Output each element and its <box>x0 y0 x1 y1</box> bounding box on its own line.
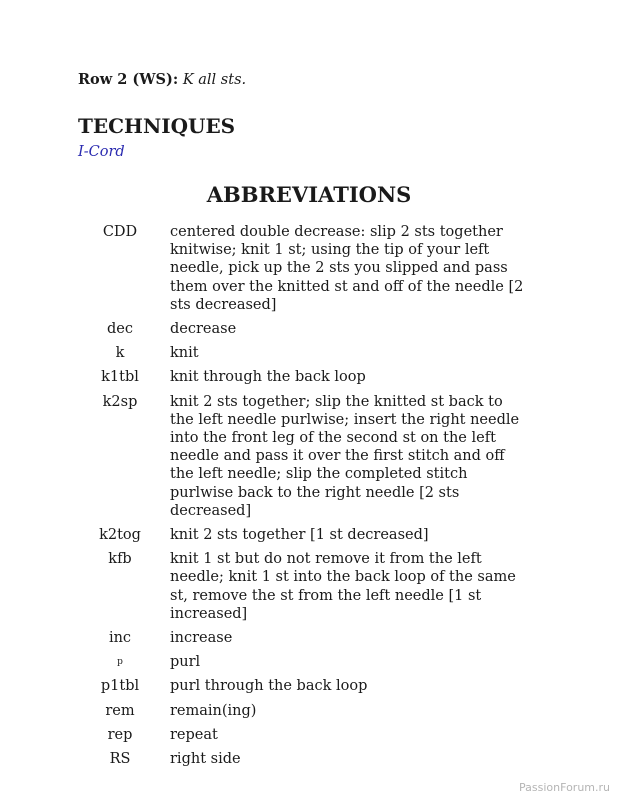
abbreviation-term: rep <box>107 726 133 743</box>
abbreviation-term: k <box>115 345 125 362</box>
abbreviations-list <box>0 223 618 774</box>
abbreviation-row <box>0 677 618 695</box>
abbreviation-definition: knit through the back loop <box>170 369 366 386</box>
abbreviation-definition: knit 1 st but do not remove it from the left needle; knit 1 st into the back loop of the same st, remove the st from the left needle [1 st increased] <box>170 551 516 622</box>
abbreviation-definition: knit <box>170 345 199 362</box>
abbreviation-definition: increase <box>170 630 233 647</box>
abbreviation-row <box>0 726 618 744</box>
abbreviation-term: dec <box>107 321 133 338</box>
abbreviation-term: inc <box>108 630 132 647</box>
abbreviation-term: rem <box>105 702 135 719</box>
abbreviation-term: CDD <box>102 224 138 240</box>
abbreviation-definition: knit 2 sts together; slip the knitted st back to the left needle purlwise; insert the right needle into the front leg of the second st on the left needle and pass it over the first stitch and off the left needle; slip the completed stitch purlwise back to the right needle [2 sts decreased] <box>170 393 520 519</box>
abbreviation-definition: knit 2 sts together [1 st decreased] <box>170 527 429 544</box>
abbreviation-row <box>0 550 618 623</box>
abbreviation-term: RS <box>109 751 131 768</box>
abbreviation-row <box>0 368 618 386</box>
abbreviation-term: k2sp <box>102 393 138 410</box>
techniques-heading: TECHNIQUES <box>78 114 236 138</box>
abbreviation-row <box>0 702 618 720</box>
abbreviation-term: k1tbl <box>101 369 139 386</box>
abbreviation-row <box>0 653 618 671</box>
abbreviation-row <box>0 344 618 362</box>
abbreviation-term: p1tbl <box>100 678 140 695</box>
abbreviation-definition: centered double decrease: slip 2 sts together knitwise; knit 1 st; using the tip of your left needle, pick up the 2 sts you slipped and pass them over the knitted st and off of the needle [2 sts decreased] <box>170 224 524 313</box>
abbreviations-heading: ABBREVIATIONS <box>206 182 412 207</box>
abbreviation-definition: right side <box>170 751 241 768</box>
abbreviation-definition: remain(ing) <box>170 702 257 719</box>
abbreviation-row <box>0 223 618 314</box>
abbreviation-definition: repeat <box>170 726 218 743</box>
abbreviation-definition: purl <box>170 654 201 671</box>
abbreviation-definition: decrease <box>170 321 237 338</box>
abbreviation-term: kfb <box>108 551 132 568</box>
abbreviation-term: p <box>117 657 123 668</box>
abbreviation-row <box>0 393 618 520</box>
watermark: PassionForum.ru <box>519 781 610 794</box>
abbreviation-row <box>0 629 618 647</box>
abbreviation-row <box>0 526 618 544</box>
technique-link-i-cord[interactable]: I-Cord <box>78 144 125 160</box>
row-text: K all sts. <box>182 72 247 88</box>
row-label: Row 2 (WS): <box>78 71 179 88</box>
row-instruction <box>78 71 246 88</box>
abbreviation-row <box>0 750 618 768</box>
abbreviation-term: k2tog <box>99 527 141 544</box>
abbreviation-row <box>0 320 618 338</box>
abbreviation-definition: purl through the back loop <box>170 678 368 695</box>
